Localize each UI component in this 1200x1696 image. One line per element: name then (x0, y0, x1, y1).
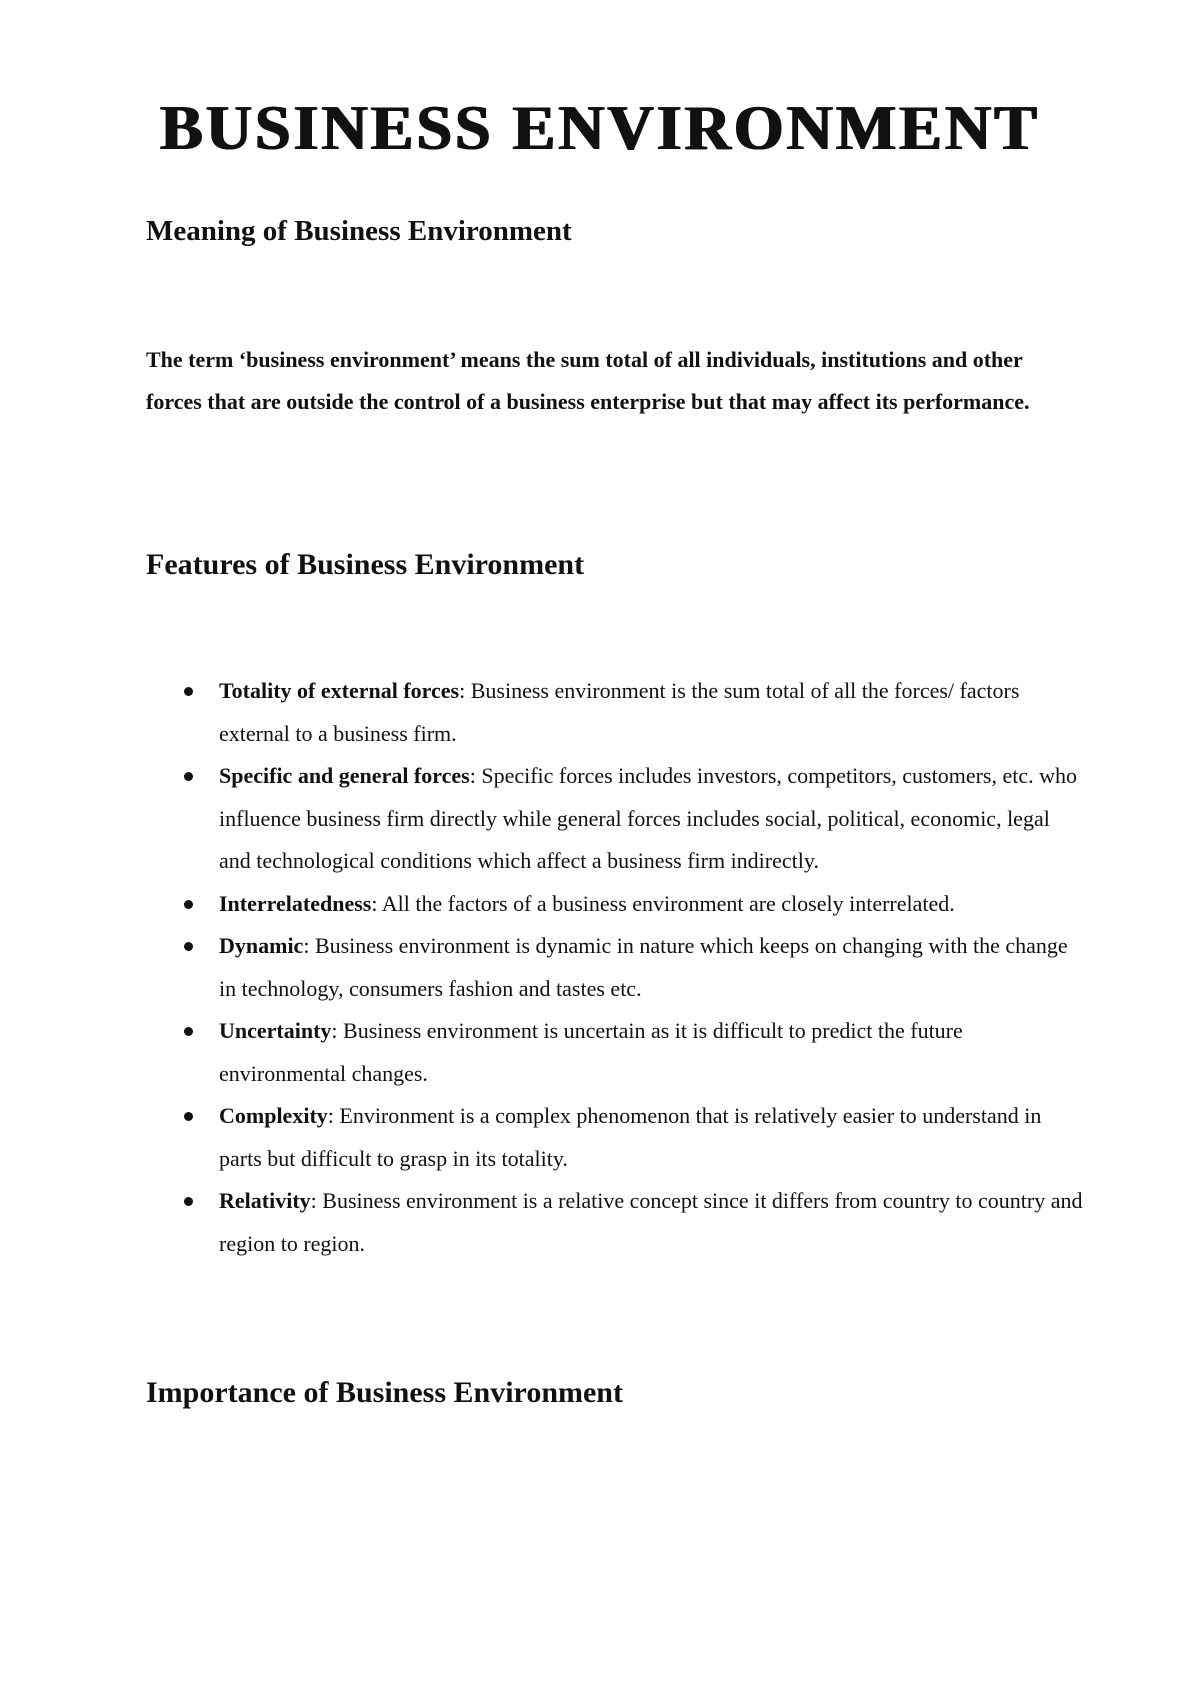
bullet-icon (184, 687, 193, 696)
feature-term: Interrelatedness (219, 890, 372, 916)
feature-item-relativity (146, 1180, 1086, 1265)
feature-term: Complexity (219, 1103, 328, 1128)
meaning-heading: Meaning of Business Environment (146, 215, 572, 247)
bullet-icon (184, 1027, 193, 1036)
feature-term: Relativity (219, 1188, 311, 1213)
bullet-icon (184, 1112, 193, 1121)
feature-text: : Specific forces includes investors, competitors, customers, etc. who influence business firm directly while general forces includes social, political, economic, legal and technological conditions which affect a business firm indirectly. (219, 763, 1078, 873)
features-list (146, 670, 1086, 1265)
feature-item-complexity (146, 1095, 1086, 1180)
feature-item-dynamic (146, 925, 1086, 1010)
feature-text: : Business environment is the sum total of all the forces/ factors external to a business firm. (219, 678, 1020, 746)
feature-text: : All the factors of a business environment are closely interrelated. (371, 890, 955, 916)
bullet-icon (184, 772, 193, 781)
features-heading: Features of Business Environment (146, 548, 585, 581)
feature-item-interrelatedness (146, 883, 1086, 926)
feature-text: : Business environment is a relative concept since it differs from country to country and region to region. (219, 1188, 1083, 1256)
feature-item-totality (146, 670, 1086, 755)
feature-term: Uncertainty (219, 1018, 332, 1043)
bullet-icon (184, 942, 193, 951)
feature-item-specific-general (146, 755, 1086, 883)
feature-text: : Environment is a complex phenomenon that is relatively easier to understand in parts but difficult to grasp in its totality. (219, 1103, 1042, 1171)
document-title: BUSINESS ENVIRONMENT (160, 92, 1040, 163)
feature-text: : Business environment is uncertain as it is difficult to predict the future environmental changes. (219, 1018, 963, 1086)
feature-term: Totality of external forces (219, 678, 460, 703)
bullet-icon (184, 900, 193, 909)
importance-heading: Importance of Business Environment (146, 1376, 623, 1409)
meaning-paragraph: The term ‘business environment’ means the sum total of all individuals, institutions and other forces that are outside the control of a business enterprise but that may affect its performance. (146, 347, 1030, 414)
bullet-icon (184, 1197, 193, 1206)
feature-item-uncertainty (146, 1010, 1086, 1095)
feature-term: Dynamic (219, 933, 304, 958)
feature-term: Specific and general forces (219, 763, 470, 788)
feature-text: : Business environment is dynamic in nature which keeps on changing with the change in technology, consumers fashion and tastes etc. (219, 933, 1068, 1001)
